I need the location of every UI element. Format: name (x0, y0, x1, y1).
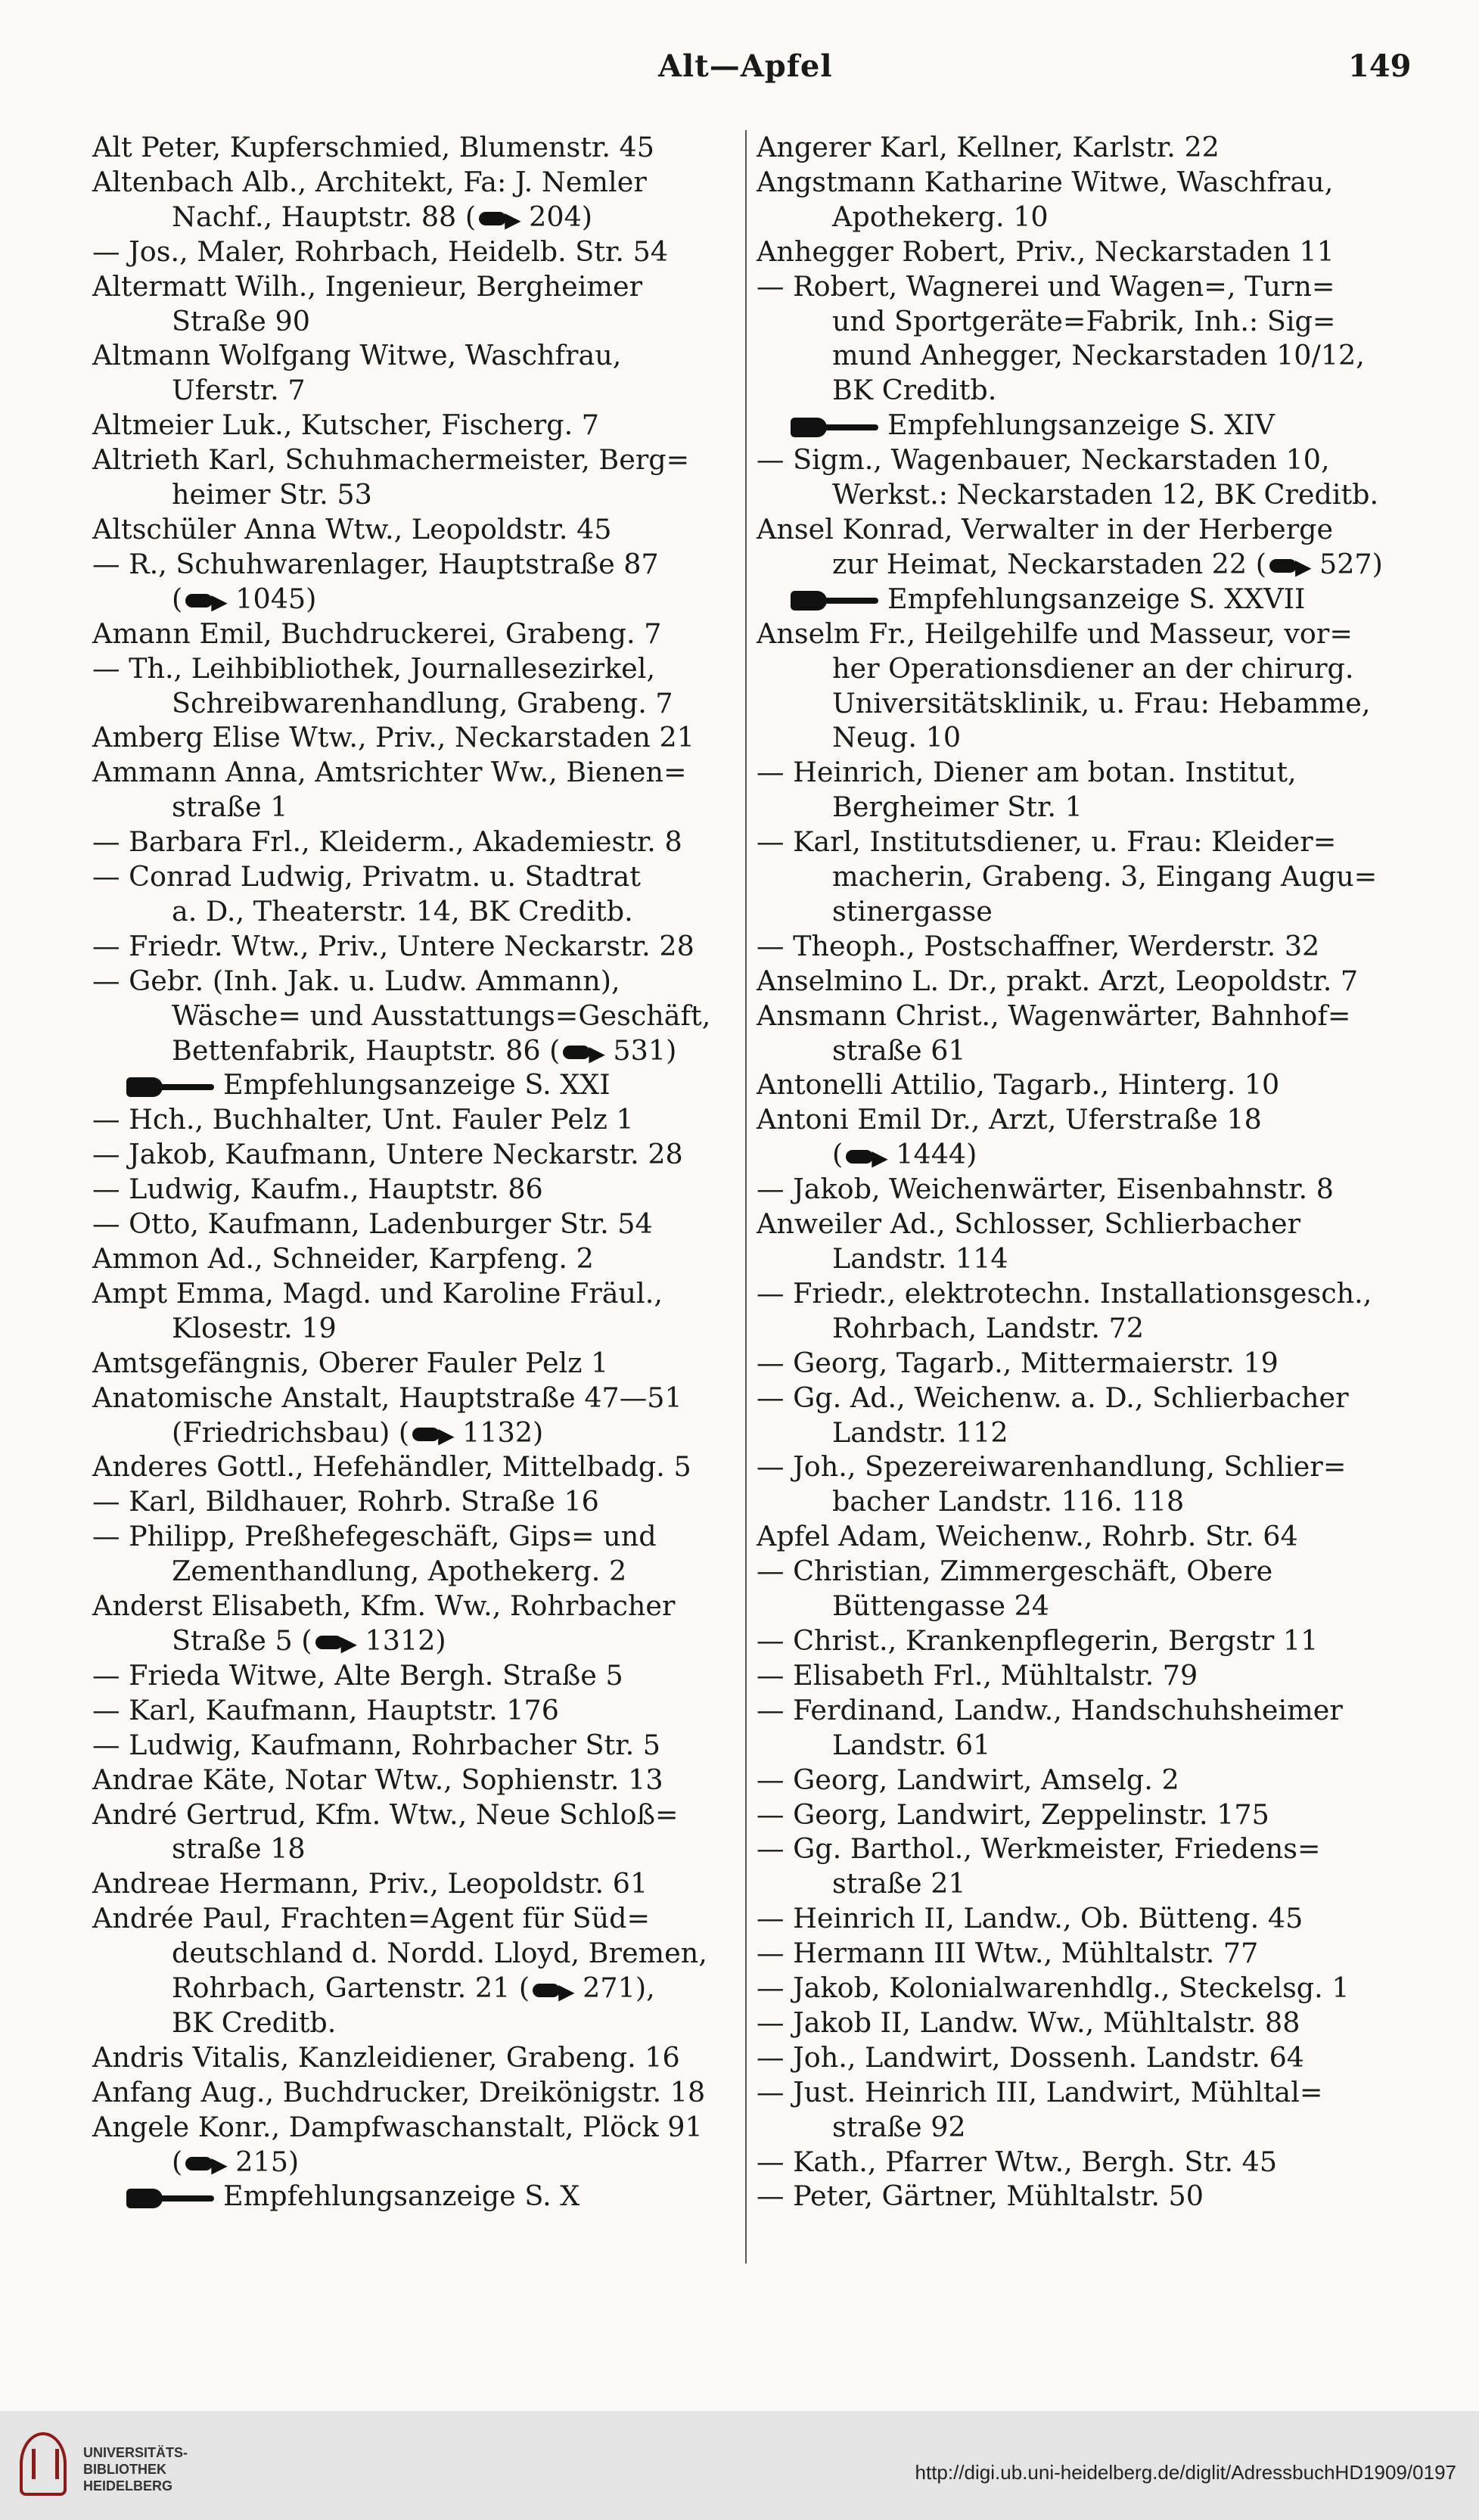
directory-entry (757, 1693, 1407, 1728)
directory-entry (92, 1624, 743, 1658)
directory-entry (92, 964, 743, 999)
entry-text: — Karl, Kaufmann, Hauptstr. 176 (92, 1693, 559, 1726)
entry-text: ( (172, 2145, 183, 2178)
entry-text: ( (172, 582, 183, 615)
directory-entry (757, 1033, 1407, 1068)
entry-text: — Frieda Witwe, Alte Bergh. Straße 5 (92, 1658, 623, 1692)
entry-text: Anfang Aug., Buchdrucker, Dreikönigstr. 18 (92, 2075, 706, 2108)
directory-entry (757, 1137, 1407, 1172)
directory-entry (92, 1693, 743, 1728)
entry-text: mund Anhegger, Neckarstaden 10/12, (832, 339, 1365, 372)
directory-entry (757, 1554, 1407, 1589)
entry-text: Landstr. 61 (832, 1728, 991, 1761)
phone-number: 531) (613, 1033, 677, 1067)
directory-entry (92, 1658, 743, 1693)
entry-text: Uferstr. 7 (172, 374, 306, 407)
entry-text: Ammon Ad., Schneider, Karpfeng. 2 (92, 1242, 594, 1275)
pointing-hand-icon (791, 588, 881, 614)
entry-text: Angerer Karl, Kellner, Karlstr. 22 (757, 131, 1220, 163)
directory-entry (92, 235, 743, 269)
entry-text: Andrae Käte, Notar Wtw., Sophienstr. 13 (92, 1763, 663, 1796)
entry-text: — Conrad Ludwig, Privatm. u. Stadtrat (92, 860, 641, 893)
library-logo-icon (20, 2432, 67, 2496)
entry-text: straße 21 (832, 1867, 966, 1900)
entry-text: Altrieth Karl, Schuhmachermeister, Berg= (92, 443, 690, 477)
directory-entry (757, 2145, 1407, 2180)
entry-text: — Ludwig, Kaufm., Hauptstr. 86 (92, 1173, 543, 1206)
directory-entry (92, 1484, 743, 1519)
directory-entry (757, 269, 1407, 304)
directory-entry (757, 964, 1407, 999)
entry-text: — Hch., Buchhalter, Unt. Fauler Pelz 1 (92, 1103, 634, 1136)
entry-text: Werkst.: Neckarstaden 12, BK Creditb. (832, 478, 1379, 511)
entry-text: Amberg Elise Wtw., Priv., Neckarstaden 21 (92, 721, 694, 754)
entry-text: Ansmann Christ., Wagenwärter, Bahnhof= (757, 999, 1351, 1032)
telephone-icon (479, 210, 526, 227)
directory-entry (92, 2075, 743, 2110)
entry-text: Apothekerg. 10 (832, 200, 1049, 233)
entry-text: straße 61 (832, 1033, 966, 1067)
directory-entry (757, 1484, 1407, 1519)
entry-text: — Jakob II, Landw. Ww., Mühltalstr. 88 (757, 2006, 1300, 2039)
directory-entry (757, 1207, 1407, 1241)
entry-text: — Friedr. Wtw., Priv., Untere Neckarstr. 28 (92, 929, 694, 962)
directory-entry (757, 1901, 1407, 1936)
entry-text: — Jakob, Kaufmann, Untere Neckarstr. 28 (92, 1138, 683, 1171)
entry-text: — Ferdinand, Landw., Handschuhsheimer (757, 1693, 1343, 1726)
directory-entry (92, 686, 743, 721)
directory-entry (92, 130, 743, 165)
directory-entry (757, 790, 1407, 825)
directory-entry (92, 547, 743, 582)
entry-text: Anatomische Anstalt, Hauptstraße 47—51 (92, 1381, 682, 1414)
directory-entry (757, 373, 1407, 408)
entry-text: Landstr. 112 (832, 1415, 1008, 1449)
entry-text: — Jakob, Kolonialwarenhdlg., Steckelsg. 1 (757, 1972, 1350, 2005)
source-url-link[interactable]: http://digi.ub.uni-heidelberg.de/diglit/AdressbuchHD1909/0197 (915, 2461, 1456, 2484)
entry-text: Wäsche= und Ausstattungs=Geschäft, (172, 999, 711, 1032)
directory-entry (92, 1346, 743, 1381)
entry-text: Straße 90 (172, 304, 310, 337)
directory-entry (757, 1832, 1407, 1866)
footer-bar (0, 2411, 1479, 2520)
directory-entry (757, 1971, 1407, 2006)
entry-text: Angstmann Katharine Witwe, Waschfrau, (757, 165, 1334, 198)
entry-text: — Jos., Maler, Rohrbach, Heidelb. Str. 54 (92, 235, 669, 268)
entry-text: Ampt Emma, Magd. und Karoline Fräul., (92, 1276, 663, 1310)
entry-text: Altmeier Luk., Kutscher, Fischerg. 7 (92, 409, 599, 442)
entry-text: — Gg. Barthol., Werkmeister, Friedens= (757, 1832, 1321, 1866)
directory-entry (757, 1172, 1407, 1207)
telephone-icon (533, 1982, 579, 1999)
entry-text: Anhegger Robert, Priv., Neckarstaden 11 (757, 235, 1335, 268)
entry-text: — R., Schuhwarenlager, Hauptstraße 87 (92, 547, 659, 580)
entry-text: — Georg, Landwirt, Amselg. 2 (757, 1763, 1179, 1796)
telephone-icon (1269, 558, 1316, 574)
entry-text: Anselm Fr., Heilgehilfe und Masseur, vor= (757, 617, 1353, 650)
directory-entry (92, 1971, 743, 2006)
entry-text: straße 18 (172, 1832, 306, 1866)
directory-entry (92, 1137, 743, 1172)
entry-text: — Ludwig, Kaufmann, Rohrbacher Str. 5 (92, 1728, 661, 1761)
directory-entry (757, 755, 1407, 790)
directory-entry (757, 512, 1407, 547)
entry-text: Rohrbach, Landstr. 72 (832, 1311, 1145, 1344)
entry-text: Andrée Paul, Frachten=Agent für Süd= (92, 1902, 651, 1935)
directory-entry (92, 2040, 743, 2075)
directory-entry (757, 1936, 1407, 1971)
directory-entry (757, 2179, 1407, 2214)
entry-text: Apfel Adam, Weichenw., Rohrb. Str. 64 (757, 1520, 1298, 1553)
library-logo-text (83, 2444, 188, 2494)
entry-text: Nachf., Hauptstr. 88 ( (172, 200, 477, 233)
entry-text: — Theoph., Postschaffner, Werderstr. 32 (757, 929, 1320, 962)
entry-text: Antoni Emil Dr., Arzt, Uferstraße 18 (757, 1103, 1262, 1136)
entry-text: straße 1 (172, 791, 288, 824)
directory-entry (757, 1728, 1407, 1763)
directory-entry (757, 235, 1407, 269)
entry-text: — Gebr. (Inh. Jak. u. Ludw. Ammann), (92, 964, 620, 997)
phone-number: 1444) (896, 1138, 977, 1171)
entry-text: Empfehlungsanzeige S. XXVII (887, 582, 1306, 615)
entry-text: Andris Vitalis, Kanzleidiener, Grabeng. 16 (92, 2040, 680, 2074)
entry-text: BK Creditb. (832, 374, 997, 407)
directory-entry (92, 304, 743, 339)
directory-entry (92, 1589, 743, 1624)
directory-entry (92, 2145, 743, 2180)
entry-text: — Christian, Zimmergeschäft, Obere (757, 1555, 1273, 1588)
directory-entry (757, 200, 1407, 235)
telephone-icon (185, 2155, 232, 2172)
entry-text: Altschüler Anna Wtw., Leopoldstr. 45 (92, 512, 612, 545)
directory-entry (92, 825, 743, 859)
entry-text: Altmann Wolfgang Witwe, Waschfrau, (92, 339, 622, 372)
directory-entry (92, 1936, 743, 1971)
logo-line: HEIDELBERG (83, 2478, 173, 2494)
directory-entry (92, 477, 743, 512)
entry-text: heimer Str. 53 (172, 478, 372, 511)
entry-text: — Heinrich, Diener am botan. Institut, (757, 756, 1297, 789)
entry-text: — Just. Heinrich III, Landwirt, Mühltal= (757, 2075, 1323, 2108)
entry-text: und Sportgeräte=Fabrik, Inh.: Sig= (832, 304, 1336, 337)
directory-entry (92, 617, 743, 651)
directory-entry (757, 859, 1407, 894)
entry-text: — Robert, Wagnerei und Wagen=, Turn= (757, 269, 1335, 303)
directory-entry (757, 929, 1407, 964)
phone-number: 527) (1319, 547, 1383, 580)
entry-text: Büttengasse 24 (832, 1589, 1050, 1623)
entry-text: Altenbach Alb., Architekt, Fa: J. Nemler (92, 165, 647, 198)
left-column (92, 130, 743, 2214)
entry-text: Anweiler Ad., Schlosser, Schlierbacher (757, 1207, 1301, 1241)
entry-text: Schreibwarenhandlung, Grabeng. 7 (172, 686, 673, 719)
directory-entry (757, 477, 1407, 512)
directory-entry (757, 1276, 1407, 1311)
directory-entry (757, 1346, 1407, 1381)
directory-entry (92, 443, 743, 477)
entry-text: zur Heimat, Neckarstaden 22 ( (832, 547, 1266, 580)
directory-entry (757, 165, 1407, 200)
directory-entry (92, 338, 743, 373)
phone-number: 1312) (365, 1624, 446, 1657)
directory-entry (757, 1241, 1407, 1276)
directory-entry (757, 547, 1407, 582)
phone-number: 1132) (462, 1415, 544, 1449)
directory-entry (757, 2040, 1407, 2075)
directory-entry (757, 1624, 1407, 1658)
directory-entry (757, 617, 1407, 651)
entry-text: — Otto, Kaufmann, Ladenburger Str. 54 (92, 1207, 653, 1241)
directory-entry (92, 2006, 743, 2040)
entry-text: — Friedr., elektrotechn. Installationsgesch., (757, 1276, 1372, 1310)
directory-entry (757, 1102, 1407, 1137)
entry-text: — Kath., Pfarrer Wtw., Bergh. Str. 45 (757, 2145, 1278, 2178)
directory-entry (92, 1276, 743, 1311)
entry-text: BK Creditb. (172, 2006, 337, 2039)
directory-entry (757, 720, 1407, 755)
directory-entry (757, 1519, 1407, 1554)
phone-number: 215) (235, 2145, 300, 2178)
phone-number: 271), (583, 1972, 655, 2005)
directory-entry (757, 894, 1407, 929)
directory-entry (92, 1763, 743, 1798)
entry-text: Andreae Hermann, Priv., Leopoldstr. 61 (92, 1867, 648, 1900)
entry-text: Altermatt Wilh., Ingenieur, Bergheimer (92, 269, 643, 303)
entry-text: ( (832, 1138, 844, 1171)
entry-text: Ammann Anna, Amtsrichter Ww., Bienen= (92, 756, 687, 789)
directory-entry (92, 269, 743, 304)
directory-entry (92, 512, 743, 547)
entry-text: Neug. 10 (832, 721, 962, 754)
telephone-icon (846, 1148, 893, 1165)
entry-text: André Gertrud, Kfm. Wtw., Neue Schloß= (92, 1798, 679, 1831)
directory-entry (92, 1172, 743, 1207)
entry-text: Amtsgefängnis, Oberer Fauler Pelz 1 (92, 1346, 609, 1379)
directory-entry (92, 1241, 743, 1276)
directory-entry (757, 1866, 1407, 1901)
directory-entry (92, 1519, 743, 1554)
entry-text: — Peter, Gärtner, Mühltalstr. 50 (757, 2180, 1204, 2213)
directory-entry (757, 304, 1407, 339)
directory-entry (92, 408, 743, 443)
directory-entry (92, 1866, 743, 1901)
logo-line: BIBLIOTHEK (83, 2462, 166, 2477)
directory-entry (92, 1067, 743, 1102)
page-number: 149 (1348, 48, 1412, 84)
entry-text: Landstr. 114 (832, 1242, 1008, 1275)
directory-entry (92, 1102, 743, 1137)
right-column (757, 130, 1407, 2214)
phone-number: 204) (529, 200, 593, 233)
directory-entry (92, 1311, 743, 1346)
entry-text: — Gg. Ad., Weichenw. a. D., Schlierbacher (757, 1381, 1349, 1414)
entry-text: deutschland d. Nordd. Lloyd, Bremen, (172, 1937, 707, 1970)
entry-text: — Karl, Bildhauer, Rohrb. Straße 16 (92, 1485, 599, 1518)
entry-text: — Joh., Spezereiwarenhandlung, Schlier= (757, 1450, 1347, 1484)
directory-entry (757, 408, 1407, 443)
directory-entry (757, 582, 1407, 617)
directory-entry (92, 1798, 743, 1832)
directory-entry (92, 2110, 743, 2145)
directory-entry (92, 165, 743, 200)
entry-text: — Joh., Landwirt, Dossenh. Landstr. 64 (757, 2040, 1305, 2074)
entry-text: straße 92 (832, 2110, 966, 2143)
entry-text: Klosestr. 19 (172, 1311, 337, 1344)
directory-entry (757, 130, 1407, 165)
entry-text: Universitätsklinik, u. Frau: Hebamme, (832, 686, 1371, 719)
entry-text: (Friedrichsbau) ( (172, 1415, 410, 1449)
directory-entry (92, 1033, 743, 1068)
telephone-icon (412, 1426, 459, 1443)
entry-text: Rohrbach, Gartenstr. 21 ( (172, 1972, 530, 2005)
directory-entry (757, 999, 1407, 1033)
logo-line: UNIVERSITÄTS- (83, 2445, 188, 2460)
entry-text: — Hermann III Wtw., Mühltalstr. 77 (757, 1937, 1259, 1970)
directory-entry (92, 1832, 743, 1866)
column-divider (745, 130, 747, 2264)
directory-entry (92, 1207, 743, 1241)
running-head: Alt—Apfel (658, 48, 833, 84)
directory-entry (757, 1763, 1407, 1798)
directory-entry (92, 373, 743, 408)
directory-entry (92, 200, 743, 235)
directory-entry (92, 859, 743, 894)
directory-entry (757, 825, 1407, 859)
entry-text: — Barbara Frl., Kleiderm., Akademiestr. 8 (92, 825, 682, 859)
entry-text: — Heinrich II, Landw., Ob. Bütteng. 45 (757, 1902, 1303, 1935)
entry-text: Empfehlungsanzeige S. XIV (887, 409, 1275, 442)
directory-entry (757, 686, 1407, 721)
entry-text: Anselmino L. Dr., prakt. Arzt, Leopoldstr. 7 (757, 964, 1359, 997)
directory-entry (757, 1381, 1407, 1415)
directory-entry (757, 1589, 1407, 1624)
directory-entry (92, 651, 743, 686)
entry-text: Bergheimer Str. 1 (832, 791, 1083, 824)
directory-entry (92, 2179, 743, 2214)
entry-text: Antonelli Attilio, Tagarb., Hinterg. 10 (757, 1068, 1280, 1102)
entry-text: — Elisabeth Frl., Mühltalstr. 79 (757, 1658, 1198, 1692)
entry-text: Amann Emil, Buchdruckerei, Grabeng. 7 (92, 617, 662, 650)
directory-entry (92, 790, 743, 825)
directory-entry (92, 1381, 743, 1415)
entry-text: — Georg, Landwirt, Zeppelinstr. 175 (757, 1798, 1269, 1831)
entry-text: Bettenfabrik, Hauptstr. 86 ( (172, 1033, 561, 1067)
entry-text: Anderes Gottl., Hefehändler, Mittelbadg. 5 (92, 1450, 691, 1484)
directory-entry (92, 1554, 743, 1589)
pointing-hand-icon (126, 1074, 217, 1100)
directory-entry (757, 1450, 1407, 1484)
directory-entry (757, 2006, 1407, 2040)
entry-text: — Th., Leihbibliothek, Journallesezirkel, (92, 651, 656, 685)
directory-entry (92, 929, 743, 964)
directory-entry (92, 755, 743, 790)
directory-entry (757, 1311, 1407, 1346)
directory-entry (92, 720, 743, 755)
entry-text: Straße 5 ( (172, 1624, 312, 1657)
pointing-hand-icon (126, 2186, 217, 2211)
entry-text: Empfehlungsanzeige S. X (223, 2180, 580, 2213)
directory-entry (92, 894, 743, 929)
directory-entry (92, 582, 743, 617)
directory-entry (92, 1415, 743, 1450)
directory-entry (757, 1658, 1407, 1693)
directory-entry (92, 1450, 743, 1484)
entry-text: Anderst Elisabeth, Kfm. Ww., Rohrbacher (92, 1589, 676, 1623)
telephone-icon (185, 592, 232, 609)
directory-entry (92, 1728, 743, 1763)
directory-entry (757, 1798, 1407, 1832)
entry-text: — Sigm., Wagenbauer, Neckarstaden 10, (757, 443, 1330, 477)
entry-text: — Philipp, Preßhefegeschäft, Gips= und (92, 1520, 657, 1553)
entry-text: Ansel Konrad, Verwalter in der Herberge (757, 512, 1334, 545)
entry-text: — Christ., Krankenpflegerin, Bergstr 11 (757, 1624, 1319, 1657)
directory-entry (757, 2110, 1407, 2145)
page-header (0, 48, 1479, 94)
entry-text: Empfehlungsanzeige S. XXI (223, 1068, 611, 1102)
entry-text: her Operationsdiener an der chirurg. (832, 651, 1354, 685)
entry-text: — Karl, Institutsdiener, u. Frau: Kleider= (757, 825, 1337, 859)
entry-text: — Jakob, Weichenwärter, Eisenbahnstr. 8 (757, 1173, 1334, 1206)
directory-entry (757, 338, 1407, 373)
entry-text: Zementhandlung, Apothekerg. 2 (172, 1555, 627, 1588)
directory-entry (92, 1901, 743, 1936)
entry-text: a. D., Theaterstr. 14, BK Creditb. (172, 894, 633, 928)
pointing-hand-icon (791, 415, 881, 440)
entry-text: stinergasse (832, 894, 993, 928)
telephone-icon (315, 1634, 362, 1651)
directory-entry (757, 1415, 1407, 1450)
directory-entry (757, 1067, 1407, 1102)
entry-text: Alt Peter, Kupferschmied, Blumenstr. 45 (92, 131, 654, 163)
directory-entry (757, 443, 1407, 477)
entry-text: macherin, Grabeng. 3, Eingang Augu= (832, 860, 1378, 893)
directory-entry (757, 2075, 1407, 2110)
entry-text: — Georg, Tagarb., Mittermaierstr. 19 (757, 1346, 1279, 1379)
directory-entry (757, 651, 1407, 686)
entry-text: Angele Konr., Dampfwaschanstalt, Plöck 91 (92, 2110, 703, 2143)
telephone-icon (563, 1044, 610, 1061)
directory-entry (92, 999, 743, 1033)
entry-text: bacher Landstr. 116. 118 (832, 1485, 1185, 1518)
phone-number: 1045) (235, 582, 317, 615)
